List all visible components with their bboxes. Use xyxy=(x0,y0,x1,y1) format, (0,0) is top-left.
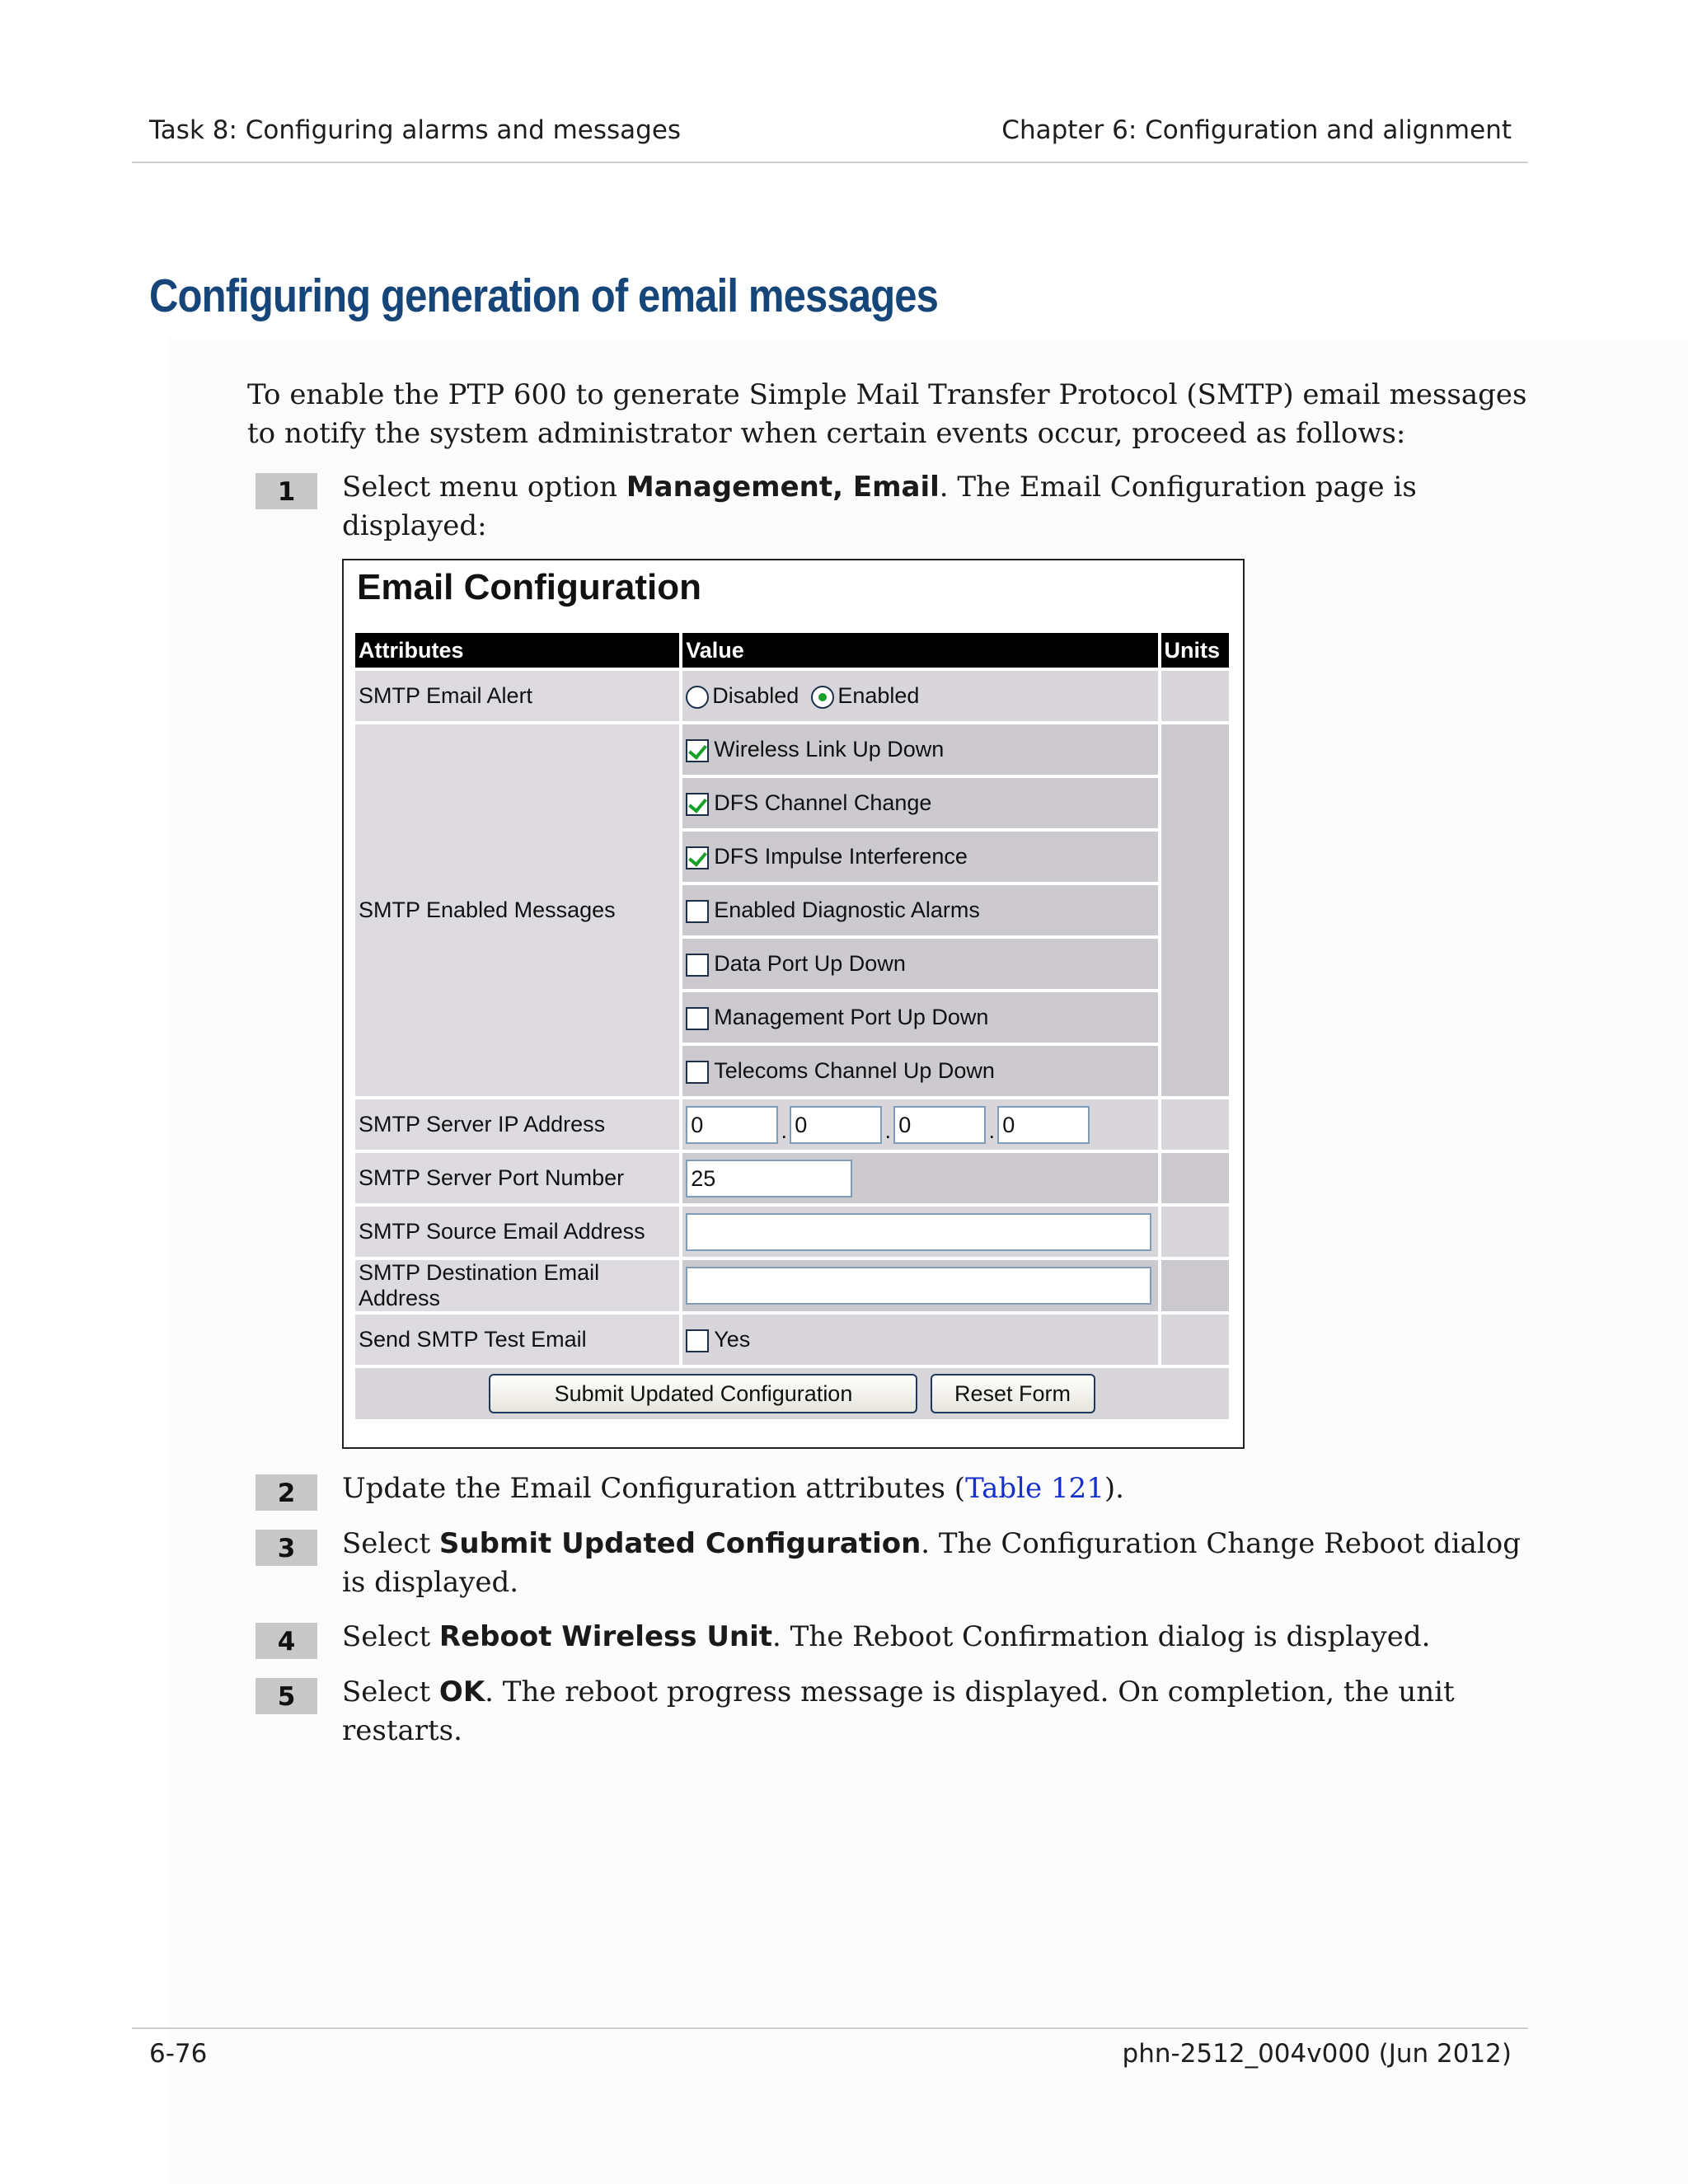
email-configuration-screenshot xyxy=(342,559,1245,1449)
footer-rule xyxy=(132,2027,1528,2029)
attribute-label: Send SMTP Test Email xyxy=(355,1315,679,1365)
ip-octet-4-input[interactable]: 0 xyxy=(997,1106,1090,1144)
column-header-attributes: Attributes xyxy=(355,633,679,668)
screenshot-title: Email Configuration xyxy=(357,567,701,607)
checkbox-dfs-channel-change[interactable] xyxy=(686,793,709,816)
table-row-enabled-message: DFS Channel Change xyxy=(355,778,1229,828)
running-header-right: Chapter 6: Configuration and alignment xyxy=(1001,115,1512,145)
table-row-enabled-message: Enabled Diagnostic Alarms xyxy=(355,885,1229,935)
units-cell xyxy=(1161,1207,1229,1257)
page-number: 6-76 xyxy=(149,2039,208,2069)
step-number: 5 xyxy=(256,1678,317,1714)
step-2: 2 Update the Email Configuration attributes (Table 121). xyxy=(247,1469,1533,1508)
attribute-label: SMTP Server IP Address xyxy=(355,1099,679,1150)
ip-octet-2-input[interactable]: 0 xyxy=(790,1106,882,1144)
smtp-port-input[interactable]: 25 xyxy=(686,1160,852,1197)
submit-updated-configuration-button[interactable]: Submit Updated Configuration xyxy=(489,1374,917,1413)
checkbox-wireless-link-up-down[interactable] xyxy=(686,739,709,762)
document-id: phn-2512_004v000 (Jun 2012) xyxy=(1122,2039,1512,2069)
table-row-smtp-server-ip: SMTP Server IP Address 0 . 0 . 0 . 0 xyxy=(355,1099,1229,1150)
section-title: Configuring generation of email messages xyxy=(149,269,939,322)
attribute-label: SMTP Source Email Address xyxy=(355,1207,679,1257)
step-1: 1 Select menu option Management, Email. The Email Configuration page is displayed: xyxy=(247,468,1533,546)
radio-enabled[interactable] xyxy=(811,686,834,709)
running-header-left: Task 8: Configuring alarms and messages xyxy=(149,115,682,145)
table-row-send-test-email: Send SMTP Test Email Yes xyxy=(355,1315,1229,1365)
menu-option: Management, Email xyxy=(626,471,940,504)
table-row-smtp-email-alert: SMTP Email Alert Disabled Enabled xyxy=(355,671,1229,721)
step-number: 1 xyxy=(256,473,317,509)
radio-disabled[interactable] xyxy=(686,686,709,709)
step-number: 2 xyxy=(256,1474,317,1511)
checkbox-management-port-up-down[interactable] xyxy=(686,1007,709,1030)
button-row xyxy=(355,1368,1229,1419)
attribute-label: SMTP Enabled Messages xyxy=(355,724,679,1096)
checkbox-dfs-impulse-interference[interactable] xyxy=(686,846,709,869)
ui-element-name: Submit Updated Configuration xyxy=(438,1527,921,1560)
ip-octet-3-input[interactable]: 0 xyxy=(893,1106,986,1144)
table-row-enabled-message: Telecoms Channel Up Down xyxy=(355,1046,1229,1096)
column-header-units: Units xyxy=(1161,633,1229,668)
step-4: 4 Select Reboot Wireless Unit. The Reboot Confirmation dialog is displayed. xyxy=(247,1618,1533,1657)
table-row-smtp-source-email xyxy=(355,1207,1229,1257)
checkbox-data-port-up-down[interactable] xyxy=(686,954,709,977)
attribute-label: SMTP Email Alert xyxy=(355,671,679,721)
units-cell xyxy=(1161,1153,1229,1203)
step-5: 5 Select OK. The reboot progress message is displayed. On completion, the unit restarts. xyxy=(247,1673,1533,1750)
units-cell xyxy=(1161,1260,1229,1311)
source-email-input[interactable] xyxy=(686,1213,1151,1251)
checkbox-telecoms-channel-up-down[interactable] xyxy=(686,1061,709,1084)
step-number: 4 xyxy=(256,1623,317,1659)
ui-element-name: OK xyxy=(438,1675,485,1708)
attribute-label: SMTP Destination Email Address xyxy=(355,1260,679,1311)
table-row-smtp-server-port xyxy=(355,1153,1229,1203)
reset-form-button[interactable]: Reset Form xyxy=(931,1374,1095,1413)
table-row-enabled-message: SMTP Enabled Messages Wireless Link Up Down xyxy=(355,724,1229,775)
units-cell xyxy=(1161,1099,1229,1150)
table-row-smtp-destination-email xyxy=(355,1260,1229,1311)
checkbox-send-test-email[interactable] xyxy=(686,1329,709,1352)
destination-email-input[interactable] xyxy=(686,1267,1151,1305)
email-config-table xyxy=(352,630,1232,1422)
table-reference-link[interactable]: Table 121 xyxy=(965,1472,1104,1505)
intro-paragraph: To enable the PTP 600 to generate Simple Mail Transfer Protocol (SMTP) email messages to notify the system administrator when certain events occur, proceed as follows: xyxy=(247,378,1527,450)
checkbox-enabled-diagnostic-alarms[interactable] xyxy=(686,900,709,923)
header-rule xyxy=(132,162,1528,163)
table-row-enabled-message: Data Port Up Down xyxy=(355,939,1229,989)
table-row-enabled-message: DFS Impulse Interference xyxy=(355,832,1229,882)
table-row-enabled-message: Management Port Up Down xyxy=(355,992,1229,1043)
units-cell xyxy=(1161,1315,1229,1365)
ui-element-name: Reboot Wireless Unit xyxy=(438,1620,773,1653)
step-3: 3 Select Submit Updated Configuration. The Configuration Change Reboot dialog is displayed. xyxy=(247,1525,1533,1602)
units-cell xyxy=(1161,724,1229,1096)
column-header-value: Value xyxy=(682,633,1157,668)
units-cell xyxy=(1161,671,1229,721)
step-number: 3 xyxy=(256,1530,317,1566)
ip-octet-1-input[interactable]: 0 xyxy=(686,1106,778,1144)
attribute-label: SMTP Server Port Number xyxy=(355,1153,679,1203)
